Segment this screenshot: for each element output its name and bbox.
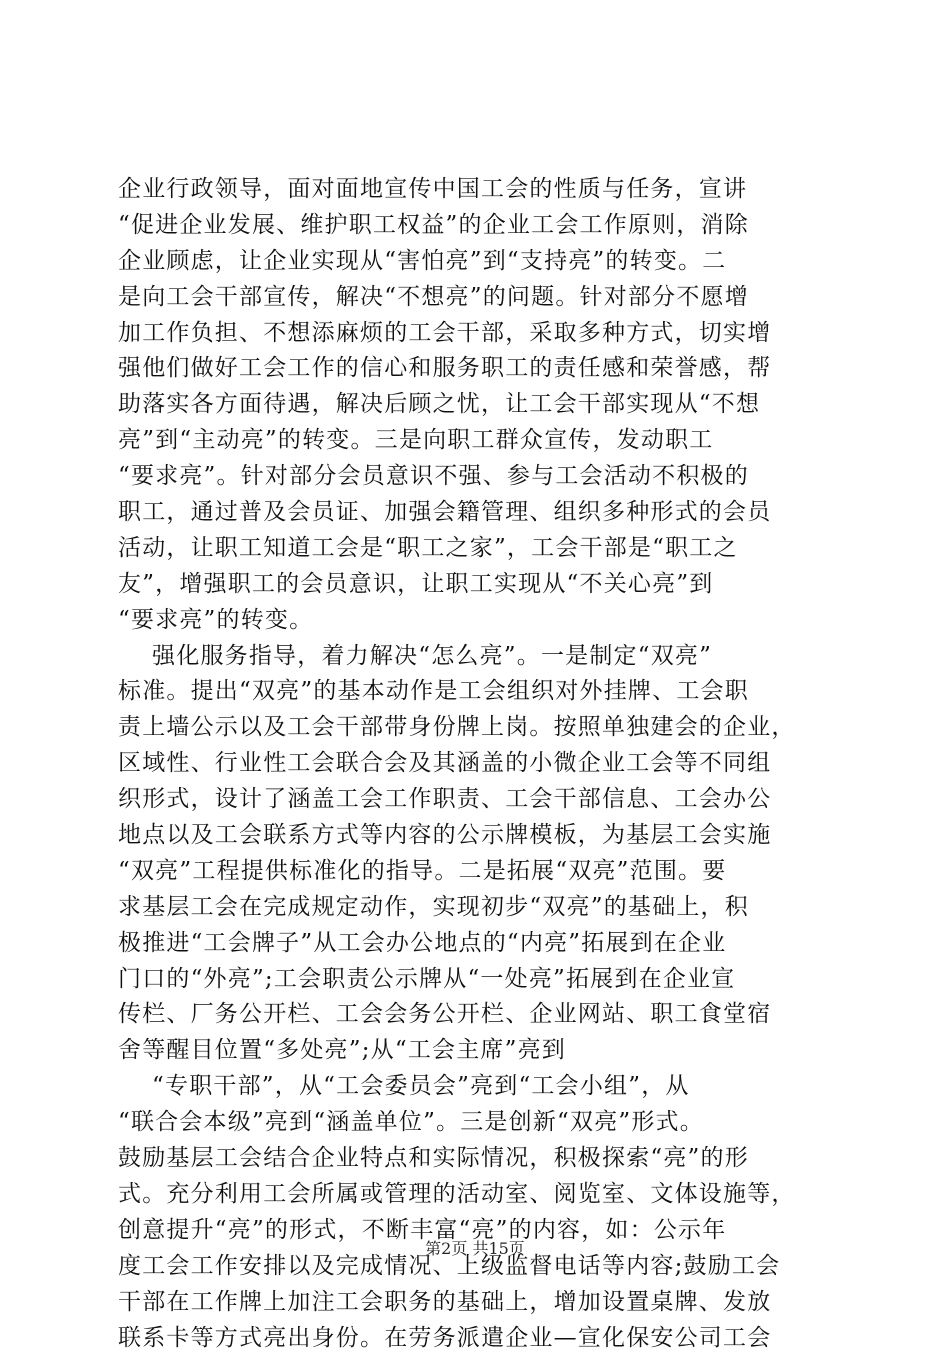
text-line: 活动，让职工知道工会是“职工之家”，工会干部是“职工之 xyxy=(118,531,838,567)
text-line: 度工会工作安排以及完成情况、上级监督电话等内容;鼓励工会 xyxy=(118,1249,838,1285)
text-line: 织形式，设计了涵盖工会工作职责、工会干部信息、工会办公 xyxy=(118,782,838,818)
text-line: 是向工会干部宣传，解决“不想亮”的问题。针对部分不愿增 xyxy=(118,280,838,316)
text-line: 干部在工作牌上加注工会职务的基础上，增加设置桌牌、发放 xyxy=(118,1285,838,1321)
text-line: 企业行政领导，面对面地宣传中国工会的性质与任务，宣讲 xyxy=(118,172,838,208)
text-line: 舍等醒目位置“多处亮”;从“工会主席”亮到 xyxy=(118,1033,838,1069)
text-line: 加工作负担、不想添麻烦的工会干部，采取多种方式，切实增 xyxy=(118,316,838,352)
text-line: “促进企业发展、维护职工权益”的企业工会工作原则，消除 xyxy=(118,208,838,244)
text-line: 极推进“工会牌子”从工会办公地点的“内亮”拓展到在企业 xyxy=(118,926,838,962)
text-line: “双亮”工程提供标准化的指导。二是拓展“双亮”范围。要 xyxy=(118,854,838,890)
text-line: 式。充分利用工会所属或管理的活动室、阅览室、文体设施等， xyxy=(118,1177,838,1213)
text-line: 责上墙公示以及工会干部带身份牌上岗。按照单独建会的企业， xyxy=(118,710,838,746)
text-line: “要求亮”的转变。 xyxy=(118,603,838,639)
text-line: 企业顾虑，让企业实现从“害怕亮”到“支持亮”的转变。二 xyxy=(118,244,838,280)
text-line: 门口的“外亮”;工会职责公示牌从“一处亮”拓展到在企业宣 xyxy=(118,962,838,998)
text-line: 创意提升“亮”的形式，不断丰富“亮”的内容，如：公示年 xyxy=(118,1213,838,1249)
text-line: 强化服务指导，着力解决“怎么亮”。一是制定“双亮” xyxy=(118,639,838,675)
text-line: 求基层工会在完成规定动作，实现初步“双亮”的基础上，积 xyxy=(118,890,838,926)
page-footer: 第2页 共15页 xyxy=(0,1236,950,1259)
text-line: 地点以及工会联系方式等内容的公示牌模板，为基层工会实施 xyxy=(118,818,838,854)
text-line: 强他们做好工会工作的信心和服务职工的责任感和荣誉感，帮 xyxy=(118,351,838,387)
text-line: 助落实各方面待遇，解决后顾之忧，让工会干部实现从“不想 xyxy=(118,387,838,423)
text-line: 职工，通过普及会员证、加强会籍管理、组织多种形式的会员 xyxy=(118,495,838,531)
text-line: 区域性、行业性工会联合会及其涵盖的小微企业工会等不同组 xyxy=(118,746,838,782)
text-line: 友”，增强职工的会员意识，让职工实现从“不关心亮”到 xyxy=(118,567,838,603)
text-line: 标准。提出“双亮”的基本动作是工会组织对外挂牌、工会职 xyxy=(118,674,838,710)
text-line: 传栏、厂务公开栏、工会会务公开栏、企业网站、职工食堂宿 xyxy=(118,997,838,1033)
text-line: 联系卡等方式亮出身份。在劳务派遣企业—宣化保安公司工会 xyxy=(118,1321,838,1356)
body-text xyxy=(118,172,838,1356)
text-line: “专职干部”，从“工会委员会”亮到“工会小组”，从 xyxy=(118,1069,838,1105)
text-line: “要求亮”。针对部分会员意识不强、参与工会活动不积极的 xyxy=(118,459,838,495)
text-line: 亮”到“主动亮”的转变。三是向职工群众宣传，发动职工 xyxy=(118,423,838,459)
text-line: 鼓励基层工会结合企业特点和实际情况，积极探索“亮”的形 xyxy=(118,1141,838,1177)
text-line: “联合会本级”亮到“涵盖单位”。三是创新“双亮”形式。 xyxy=(118,1105,838,1141)
